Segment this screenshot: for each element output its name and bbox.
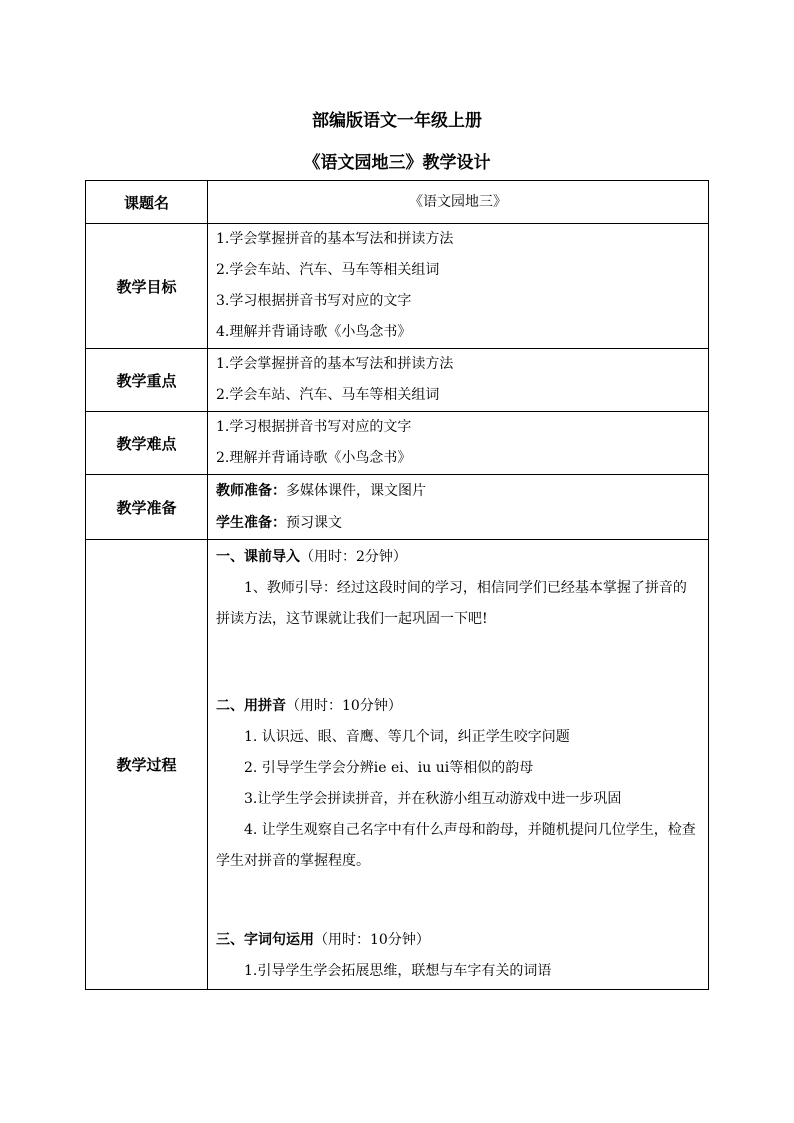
section-two-item: 2. 引导学生学会分辨ie ei、iu ui等相似的韵母 <box>244 760 534 776</box>
section-two-time: （用时：10分钟） <box>286 698 402 714</box>
teacher-preparation-value: 多媒体课件，课文图片 <box>286 483 426 499</box>
section-two-heading <box>216 691 700 722</box>
spacer <box>216 635 700 691</box>
student-preparation-label: 学生准备： <box>216 515 286 531</box>
preparation-label: 教学准备 <box>86 475 208 540</box>
teacher-preparation-label: 教师准备： <box>216 483 286 499</box>
topic-value: 《语文园地三》 <box>409 194 507 210</box>
difficulties-label: 教学难点 <box>86 412 208 475</box>
objectives-label: 教学目标 <box>86 224 208 349</box>
table-row-key-points <box>86 349 709 412</box>
section-one-time: （用时：2分钟） <box>300 549 407 565</box>
document-subtitle: 《语文园地三》教学设计 <box>303 153 491 173</box>
lesson-plan-table <box>85 180 709 990</box>
topic-label: 课题名 <box>86 181 208 224</box>
section-three-title: 三、字词句运用 <box>216 932 314 948</box>
difficulty-item: 1.学习根据拼音书写对应的文字 <box>216 419 412 435</box>
teacher-preparation <box>216 475 700 507</box>
section-one-title: 一、课前导入 <box>216 549 300 565</box>
section-one-heading <box>216 542 700 573</box>
key-point-item: 2.学会车站、汽车、马车等相关组词 <box>216 387 440 403</box>
section-three-heading <box>216 925 700 956</box>
spacer <box>216 877 700 925</box>
table-row-objectives <box>86 224 709 349</box>
section-three-time: （用时：10分钟） <box>314 932 430 948</box>
section-two-title: 二、用拼音 <box>216 698 286 714</box>
section-one-text: 1、教师引导：经过这段时间的学习，相信同学们已经基本掌握了拼音的拼读方法，这节课就让我们一起巩固一下吧! <box>216 580 687 627</box>
difficulty-item: 2.理解并背诵诗歌《小鸟念书》 <box>216 450 412 466</box>
key-points-label: 教学重点 <box>86 349 208 412</box>
table-row-process <box>86 540 709 990</box>
section-three-item: 1.引导学生学会拓展思维，联想与车字有关的词语 <box>244 963 552 979</box>
section-two-item-4: 4. 让学生观察自己名字中有什么声母和韵母，并随机提问几位学生，检查学生对拼音的掌握程度。 <box>216 822 696 869</box>
table-row-preparation <box>86 475 709 540</box>
objective-item: 1.学会掌握拼音的基本写法和拼读方法 <box>216 231 454 247</box>
section-two-item: 3.让学生学会拼读拼音，并在秋游小组互动游戏中进一步巩固 <box>244 791 622 807</box>
objective-item: 3.学习根据拼音书写对应的文字 <box>216 293 412 309</box>
table-row-difficulties <box>86 412 709 475</box>
objective-item: 4.理解并背诵诗歌《小鸟念书》 <box>216 324 412 340</box>
document-title: 部编版语文一年级上册 <box>312 111 482 131</box>
student-preparation <box>216 507 700 539</box>
process-label: 教学过程 <box>86 540 208 990</box>
student-preparation-value: 预习课文 <box>286 515 342 531</box>
section-two-item: 1. 认识远、眼、音鹰、等几个词，纠正学生咬字问题 <box>244 729 570 745</box>
objective-item: 2.学会车站、汽车、马车等相关组词 <box>216 262 440 278</box>
key-point-item: 1.学会掌握拼音的基本写法和拼读方法 <box>216 356 454 372</box>
table-row-topic <box>86 181 709 224</box>
